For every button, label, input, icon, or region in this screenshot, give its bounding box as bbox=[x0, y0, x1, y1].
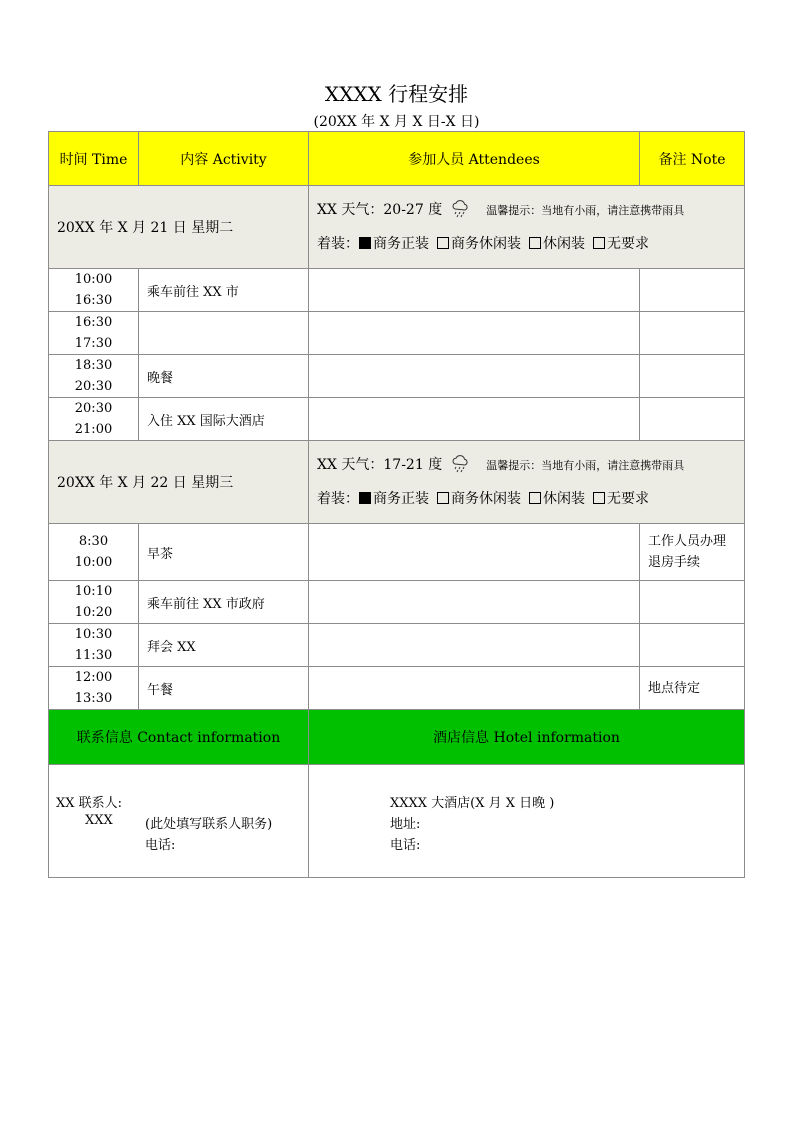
schedule-row bbox=[49, 581, 745, 624]
header-note: 备注 Note bbox=[640, 132, 745, 186]
dress-code-line bbox=[309, 234, 744, 254]
checkbox-icon bbox=[593, 237, 605, 249]
end-time: 16:30 bbox=[74, 293, 113, 308]
hotel-phone-label: 电话: bbox=[390, 838, 421, 853]
dress-option-label: 休闲装 bbox=[543, 491, 585, 507]
end-time: 10:20 bbox=[74, 605, 113, 620]
note-cell bbox=[640, 624, 745, 667]
schedule-row bbox=[49, 269, 745, 312]
note-cell bbox=[640, 269, 745, 312]
day-date: 20XX 年 X 月 21 日 星期二 bbox=[49, 186, 309, 269]
time-cell bbox=[49, 524, 139, 581]
contact-cell bbox=[49, 765, 309, 878]
day-date: 20XX 年 X 月 22 日 星期三 bbox=[49, 441, 309, 524]
dress-option[interactable] bbox=[437, 236, 521, 252]
checkbox-icon bbox=[437, 237, 449, 249]
dress-option-label: 无要求 bbox=[607, 236, 649, 252]
dress-label: 着装： bbox=[317, 236, 359, 252]
start-time: 18:30 bbox=[74, 358, 113, 373]
checkbox-icon bbox=[359, 237, 371, 249]
weather-line bbox=[309, 455, 744, 479]
hotel-header: 酒店信息 Hotel information bbox=[309, 710, 745, 765]
header-activity: 内容 Activity bbox=[139, 132, 309, 186]
time-cell bbox=[49, 398, 139, 441]
dress-option-label: 商务正装 bbox=[373, 236, 429, 252]
end-time: 10:00 bbox=[74, 555, 113, 570]
activity-cell: 拜会 XX bbox=[139, 624, 309, 667]
activity-cell: 乘车前往 XX 市 bbox=[139, 269, 309, 312]
contact-header: 联系信息 Contact information bbox=[49, 710, 309, 765]
dress-option-label: 休闲装 bbox=[543, 236, 585, 252]
note-cell bbox=[640, 312, 745, 355]
attendees-cell bbox=[309, 624, 640, 667]
attendees-cell bbox=[309, 524, 640, 581]
start-time: 16:30 bbox=[74, 315, 113, 330]
schedule-row bbox=[49, 667, 745, 710]
checkbox-icon bbox=[437, 492, 449, 504]
header-row bbox=[49, 132, 745, 186]
schedule-row bbox=[49, 624, 745, 667]
dress-option-label: 商务正装 bbox=[373, 491, 429, 507]
dress-option[interactable] bbox=[437, 491, 521, 507]
dress-option-label: 商务休闲装 bbox=[451, 491, 521, 507]
schedule-row bbox=[49, 312, 745, 355]
end-time: 17:30 bbox=[74, 336, 113, 351]
dress-option-label: 商务休闲装 bbox=[451, 236, 521, 252]
dress-option-label: 无要求 bbox=[607, 491, 649, 507]
note-cell bbox=[640, 398, 745, 441]
contact-label: XX 联系人: bbox=[56, 796, 123, 811]
activity-cell: 入住 XX 国际大酒店 bbox=[139, 398, 309, 441]
weather-tip: 温馨提示：当地有小雨，请注意携带雨具 bbox=[486, 459, 685, 472]
start-time: 8:30 bbox=[78, 534, 109, 549]
hotel-name: XXXX 大酒店(X 月 X 日晚 ) bbox=[390, 796, 555, 811]
header-attendees: 参加人员 Attendees bbox=[309, 132, 640, 186]
time-cell bbox=[49, 269, 139, 312]
start-time: 20:30 bbox=[74, 401, 113, 416]
hotel-address-label: 地址: bbox=[390, 817, 421, 832]
time-cell bbox=[49, 312, 139, 355]
dress-option[interactable] bbox=[359, 236, 429, 252]
day-header-row bbox=[49, 186, 745, 269]
end-time: 13:30 bbox=[74, 691, 113, 706]
document-title: XXXX 行程安排 bbox=[324, 82, 469, 106]
note-cell bbox=[640, 581, 745, 624]
time-cell bbox=[49, 624, 139, 667]
checkbox-icon bbox=[593, 492, 605, 504]
start-time: 10:00 bbox=[74, 272, 113, 287]
attendees-cell bbox=[309, 355, 640, 398]
schedule-body bbox=[49, 132, 745, 878]
schedule-row bbox=[49, 398, 745, 441]
end-time: 11:30 bbox=[74, 648, 113, 663]
checkbox-icon bbox=[359, 492, 371, 504]
contact-position: (此处填写联系人职务) bbox=[145, 817, 273, 832]
dress-option[interactable] bbox=[529, 491, 585, 507]
checkbox-icon bbox=[529, 492, 541, 504]
date-range-subtitle: (20XX 年 X 月 X 日-X 日) bbox=[313, 114, 480, 130]
note-cell bbox=[640, 355, 745, 398]
activity-cell: 早茶 bbox=[139, 524, 309, 581]
rain-cloud-icon bbox=[450, 200, 470, 224]
activity-cell: 午餐 bbox=[139, 667, 309, 710]
rain-cloud-icon bbox=[450, 455, 470, 479]
dress-label: 着装： bbox=[317, 491, 359, 507]
start-time: 10:30 bbox=[74, 627, 113, 642]
checkbox-icon bbox=[529, 237, 541, 249]
weather-text: XX 天气：20-27 度 bbox=[317, 202, 443, 218]
weather-line bbox=[309, 200, 744, 224]
time-cell bbox=[49, 667, 139, 710]
day-info bbox=[309, 441, 745, 524]
contact-name: XXX bbox=[85, 813, 113, 828]
schedule-row bbox=[49, 355, 745, 398]
hotel-cell bbox=[309, 765, 745, 878]
activity-cell bbox=[139, 312, 309, 355]
weather-text: XX 天气：17-21 度 bbox=[317, 457, 443, 473]
start-time: 10:10 bbox=[74, 584, 113, 599]
dress-option[interactable] bbox=[593, 491, 649, 507]
schedule-row bbox=[49, 524, 745, 581]
note-cell: 地点待定 bbox=[640, 667, 745, 710]
dress-option[interactable] bbox=[593, 236, 649, 252]
note-cell: 工作人员办理 退房手续 bbox=[640, 524, 745, 581]
end-time: 20:30 bbox=[74, 379, 113, 394]
time-cell bbox=[49, 355, 139, 398]
attendees-cell bbox=[309, 312, 640, 355]
day-header-row bbox=[49, 441, 745, 524]
info-header-row bbox=[49, 710, 745, 765]
weather-tip: 温馨提示：当地有小雨，请注意携带雨具 bbox=[486, 204, 685, 217]
end-time: 21:00 bbox=[74, 422, 113, 437]
attendees-cell bbox=[309, 398, 640, 441]
attendees-cell bbox=[309, 581, 640, 624]
activity-cell: 乘车前往 XX 市政府 bbox=[139, 581, 309, 624]
dress-option[interactable] bbox=[529, 236, 585, 252]
dress-option[interactable] bbox=[359, 491, 429, 507]
dress-code-line bbox=[309, 489, 744, 509]
schedule-table bbox=[48, 131, 745, 878]
header-time: 时间 Time bbox=[49, 132, 139, 186]
attendees-cell bbox=[309, 269, 640, 312]
activity-cell: 晚餐 bbox=[139, 355, 309, 398]
day-info bbox=[309, 186, 745, 269]
info-body-row bbox=[49, 765, 745, 878]
attendees-cell bbox=[309, 667, 640, 710]
contact-phone-label: 电话: bbox=[145, 838, 176, 853]
time-cell bbox=[49, 581, 139, 624]
start-time: 12:00 bbox=[74, 670, 113, 685]
